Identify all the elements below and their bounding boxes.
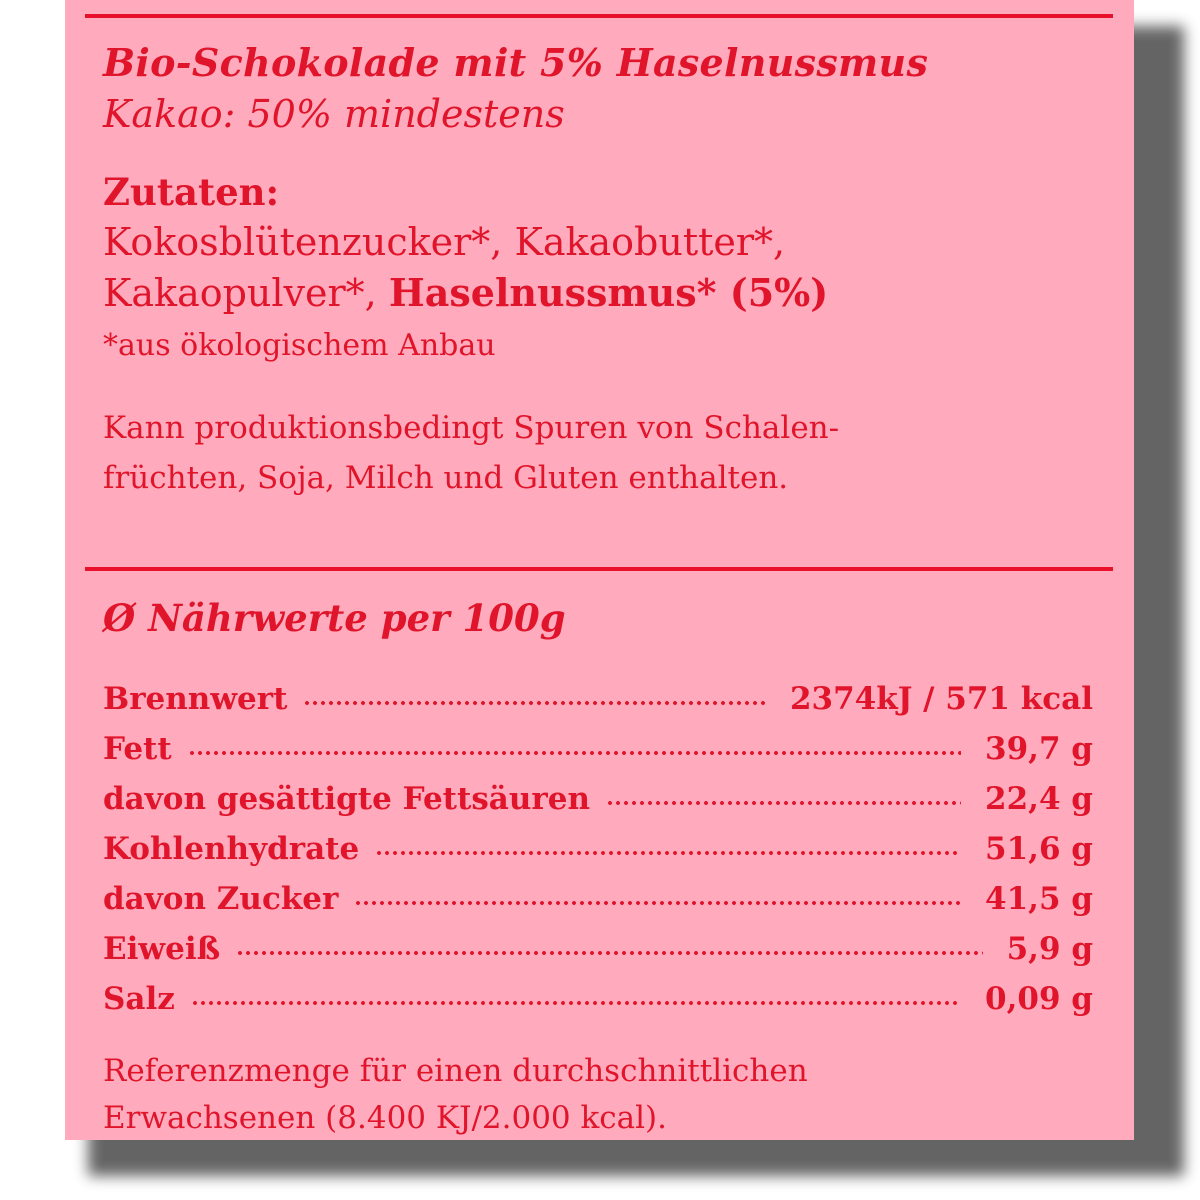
nutrition-row-value: 5,9 g [1006, 931, 1093, 967]
nutrition-row-label: davon Zucker [103, 881, 339, 917]
nutrition-row-label: Kohlenhydrate [103, 831, 360, 867]
nutrition-row-fett [103, 731, 1093, 771]
nutrition-row-label: Brennwert [103, 681, 288, 717]
nutrition-row-label: Fett [103, 731, 172, 767]
dot-leader [188, 737, 961, 759]
product-title: Bio-Schokolade mit 5% Haselnussmus [103, 40, 929, 85]
nutrition-row-label: Salz [103, 981, 175, 1017]
ingredients-heading: Zutaten: [103, 170, 280, 214]
ingredients-line-1: Kokosblütenzucker*, Kakaobutter*, [103, 220, 786, 264]
ingredients-line-2-normal: Kakaopulver*, [103, 271, 389, 315]
nutrition-row-label: davon gesättigte Fettsäuren [103, 781, 590, 817]
nutrition-row-kohlenhydrate [103, 831, 1093, 871]
dot-leader [375, 837, 961, 859]
reference-intake-line-2: Erwachsenen (8.400 KJ/2.000 kcal). [103, 1100, 667, 1136]
dot-leader [606, 787, 961, 809]
nutrition-row-value: 39,7 g [985, 731, 1093, 767]
dot-leader [354, 887, 961, 909]
nutrition-row-eiweiss [103, 931, 1093, 971]
reference-intake-line-1: Referenzmenge für einen durchschnittlichen [103, 1053, 808, 1089]
allergen-line-1: Kann produktionsbedingt Spuren von Schalen- [103, 410, 840, 446]
nutrition-row-label: Eiweiß [103, 931, 221, 967]
nutrition-row-zucker [103, 881, 1093, 921]
nutrition-row-salz [103, 981, 1093, 1021]
nutrition-row-value: 0,09 g [985, 981, 1093, 1017]
dot-leader [236, 937, 983, 959]
ingredients-line-2-bold: Haselnussmus* (5%) [388, 270, 829, 315]
nutrition-row-value: 51,6 g [985, 831, 1093, 867]
ingredients-line-2 [103, 270, 828, 315]
dot-leader [191, 987, 961, 1009]
allergen-line-2: früchten, Soja, Milch und Gluten enthalten. [103, 460, 789, 496]
organic-footnote: *aus ökologischem Anbau [103, 328, 496, 363]
cocoa-content: Kakao: 50% mindestens [103, 92, 565, 136]
nutrition-row-brennwert [103, 681, 1093, 721]
nutrition-row-value: 22,4 g [985, 781, 1093, 817]
top-divider [85, 14, 1113, 18]
dot-leader [303, 687, 766, 709]
nutrition-row-value: 41,5 g [985, 881, 1093, 917]
nutrition-heading: Ø Nährwerte per 100g [103, 596, 566, 640]
nutrition-row-gesaettigte-fettsaeuren [103, 781, 1093, 821]
nutrition-row-value: 2374kJ / 571 kcal [789, 681, 1093, 717]
middle-divider [85, 567, 1113, 571]
nutrition-label-panel [65, 0, 1134, 1140]
